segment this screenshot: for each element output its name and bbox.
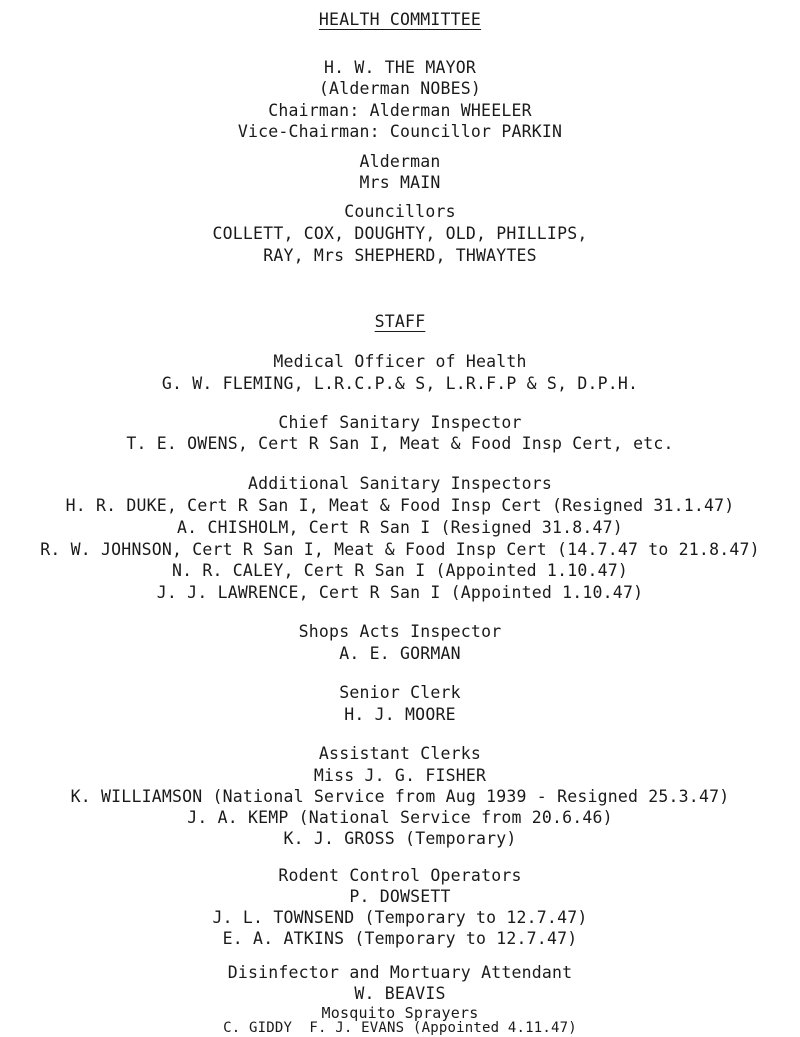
disinfector-title: Disinfector and Mortuary Attendant bbox=[227, 963, 573, 982]
asi-title: Additional Sanitary Inspectors bbox=[247, 474, 552, 493]
assistant-clerk-line: K. J. GROSS (Temporary) bbox=[283, 829, 517, 848]
csi-title: Chief Sanitary Inspector bbox=[278, 413, 522, 432]
chairman-line: Chairman: Alderman WHEELER bbox=[268, 101, 532, 120]
alderman-name: Mrs MAIN bbox=[359, 173, 441, 192]
senior-clerk-name: H. J. MOORE bbox=[344, 705, 456, 724]
mayor-note: (Alderman NOBES) bbox=[318, 79, 482, 98]
mayor-line: H. W. THE MAYOR bbox=[323, 58, 476, 77]
csi-name: T. E. OWENS, Cert R San I, Meat & Food Insp Cert, etc. bbox=[126, 434, 674, 453]
shops-name: A. E. GORMAN bbox=[339, 644, 461, 663]
committee-heading: HEALTH COMMITTEE bbox=[318, 10, 482, 29]
assistant-clerk-line: Miss J. G. FISHER bbox=[313, 766, 487, 785]
vice-chairman-line: Vice-Chairman: Councillor PARKIN bbox=[237, 122, 563, 141]
rodent-line: J. L. TOWNSEND (Temporary to 12.7.47) bbox=[212, 908, 588, 927]
rodent-title: Rodent Control Operators bbox=[278, 866, 522, 885]
rodent-line: E. A. ATKINS (Temporary to 12.7.47) bbox=[222, 929, 578, 948]
rodent-line: P. DOWSETT bbox=[349, 887, 451, 906]
asi-line: N. R. CALEY, Cert R San I (Appointed 1.10.47) bbox=[171, 561, 629, 580]
councillors-title: Councillors bbox=[344, 202, 456, 221]
senior-clerk-title: Senior Clerk bbox=[339, 683, 461, 702]
assistant-clerk-line: J. A. KEMP (National Service from 20.6.46) bbox=[187, 808, 613, 827]
mosquito-line: C. GIDDY bbox=[223, 1020, 293, 1036]
shops-title: Shops Acts Inspector bbox=[298, 622, 502, 641]
asi-line: A. CHISHOLM, Cert R San I (Resigned 31.8.47) bbox=[177, 518, 623, 537]
mosquito-lines bbox=[0, 1020, 800, 1036]
mosquito-title: Mosquito Sprayers bbox=[321, 1004, 479, 1022]
disinfector-name: W. BEAVIS bbox=[354, 984, 446, 1003]
moh-title: Medical Officer of Health bbox=[273, 352, 527, 371]
mosquito-line: F. J. EVANS (Appointed 4.11.47) bbox=[309, 1020, 577, 1036]
staff-heading: STAFF bbox=[374, 312, 426, 331]
assistant-clerk-line: K. WILLIAMSON (National Service from Aug 1939 - Resigned 25.3.47) bbox=[70, 787, 730, 806]
moh-name: G. W. FLEMING, L.R.C.P.& S, L.R.F.P & S, D.P.H. bbox=[161, 374, 639, 393]
asi-line: J. J. LAWRENCE, Cert R San I (Appointed 1.10.47) bbox=[156, 583, 644, 602]
assistant-clerks-title: Assistant Clerks bbox=[318, 744, 482, 763]
alderman-title: Alderman bbox=[359, 152, 441, 171]
asi-line: R. W. JOHNSON, Cert R San I, Meat & Food Insp Cert (14.7.47 to 21.8.47) bbox=[40, 540, 760, 559]
councillors-line-2: RAY, Mrs SHEPHERD, THWAYTES bbox=[263, 246, 537, 265]
asi-line: H. R. DUKE, Cert R San I, Meat & Food Insp Cert (Resigned 31.1.47) bbox=[65, 496, 735, 515]
councillors-line-1: COLLETT, COX, DOUGHTY, OLD, PHILLIPS, bbox=[212, 224, 588, 243]
